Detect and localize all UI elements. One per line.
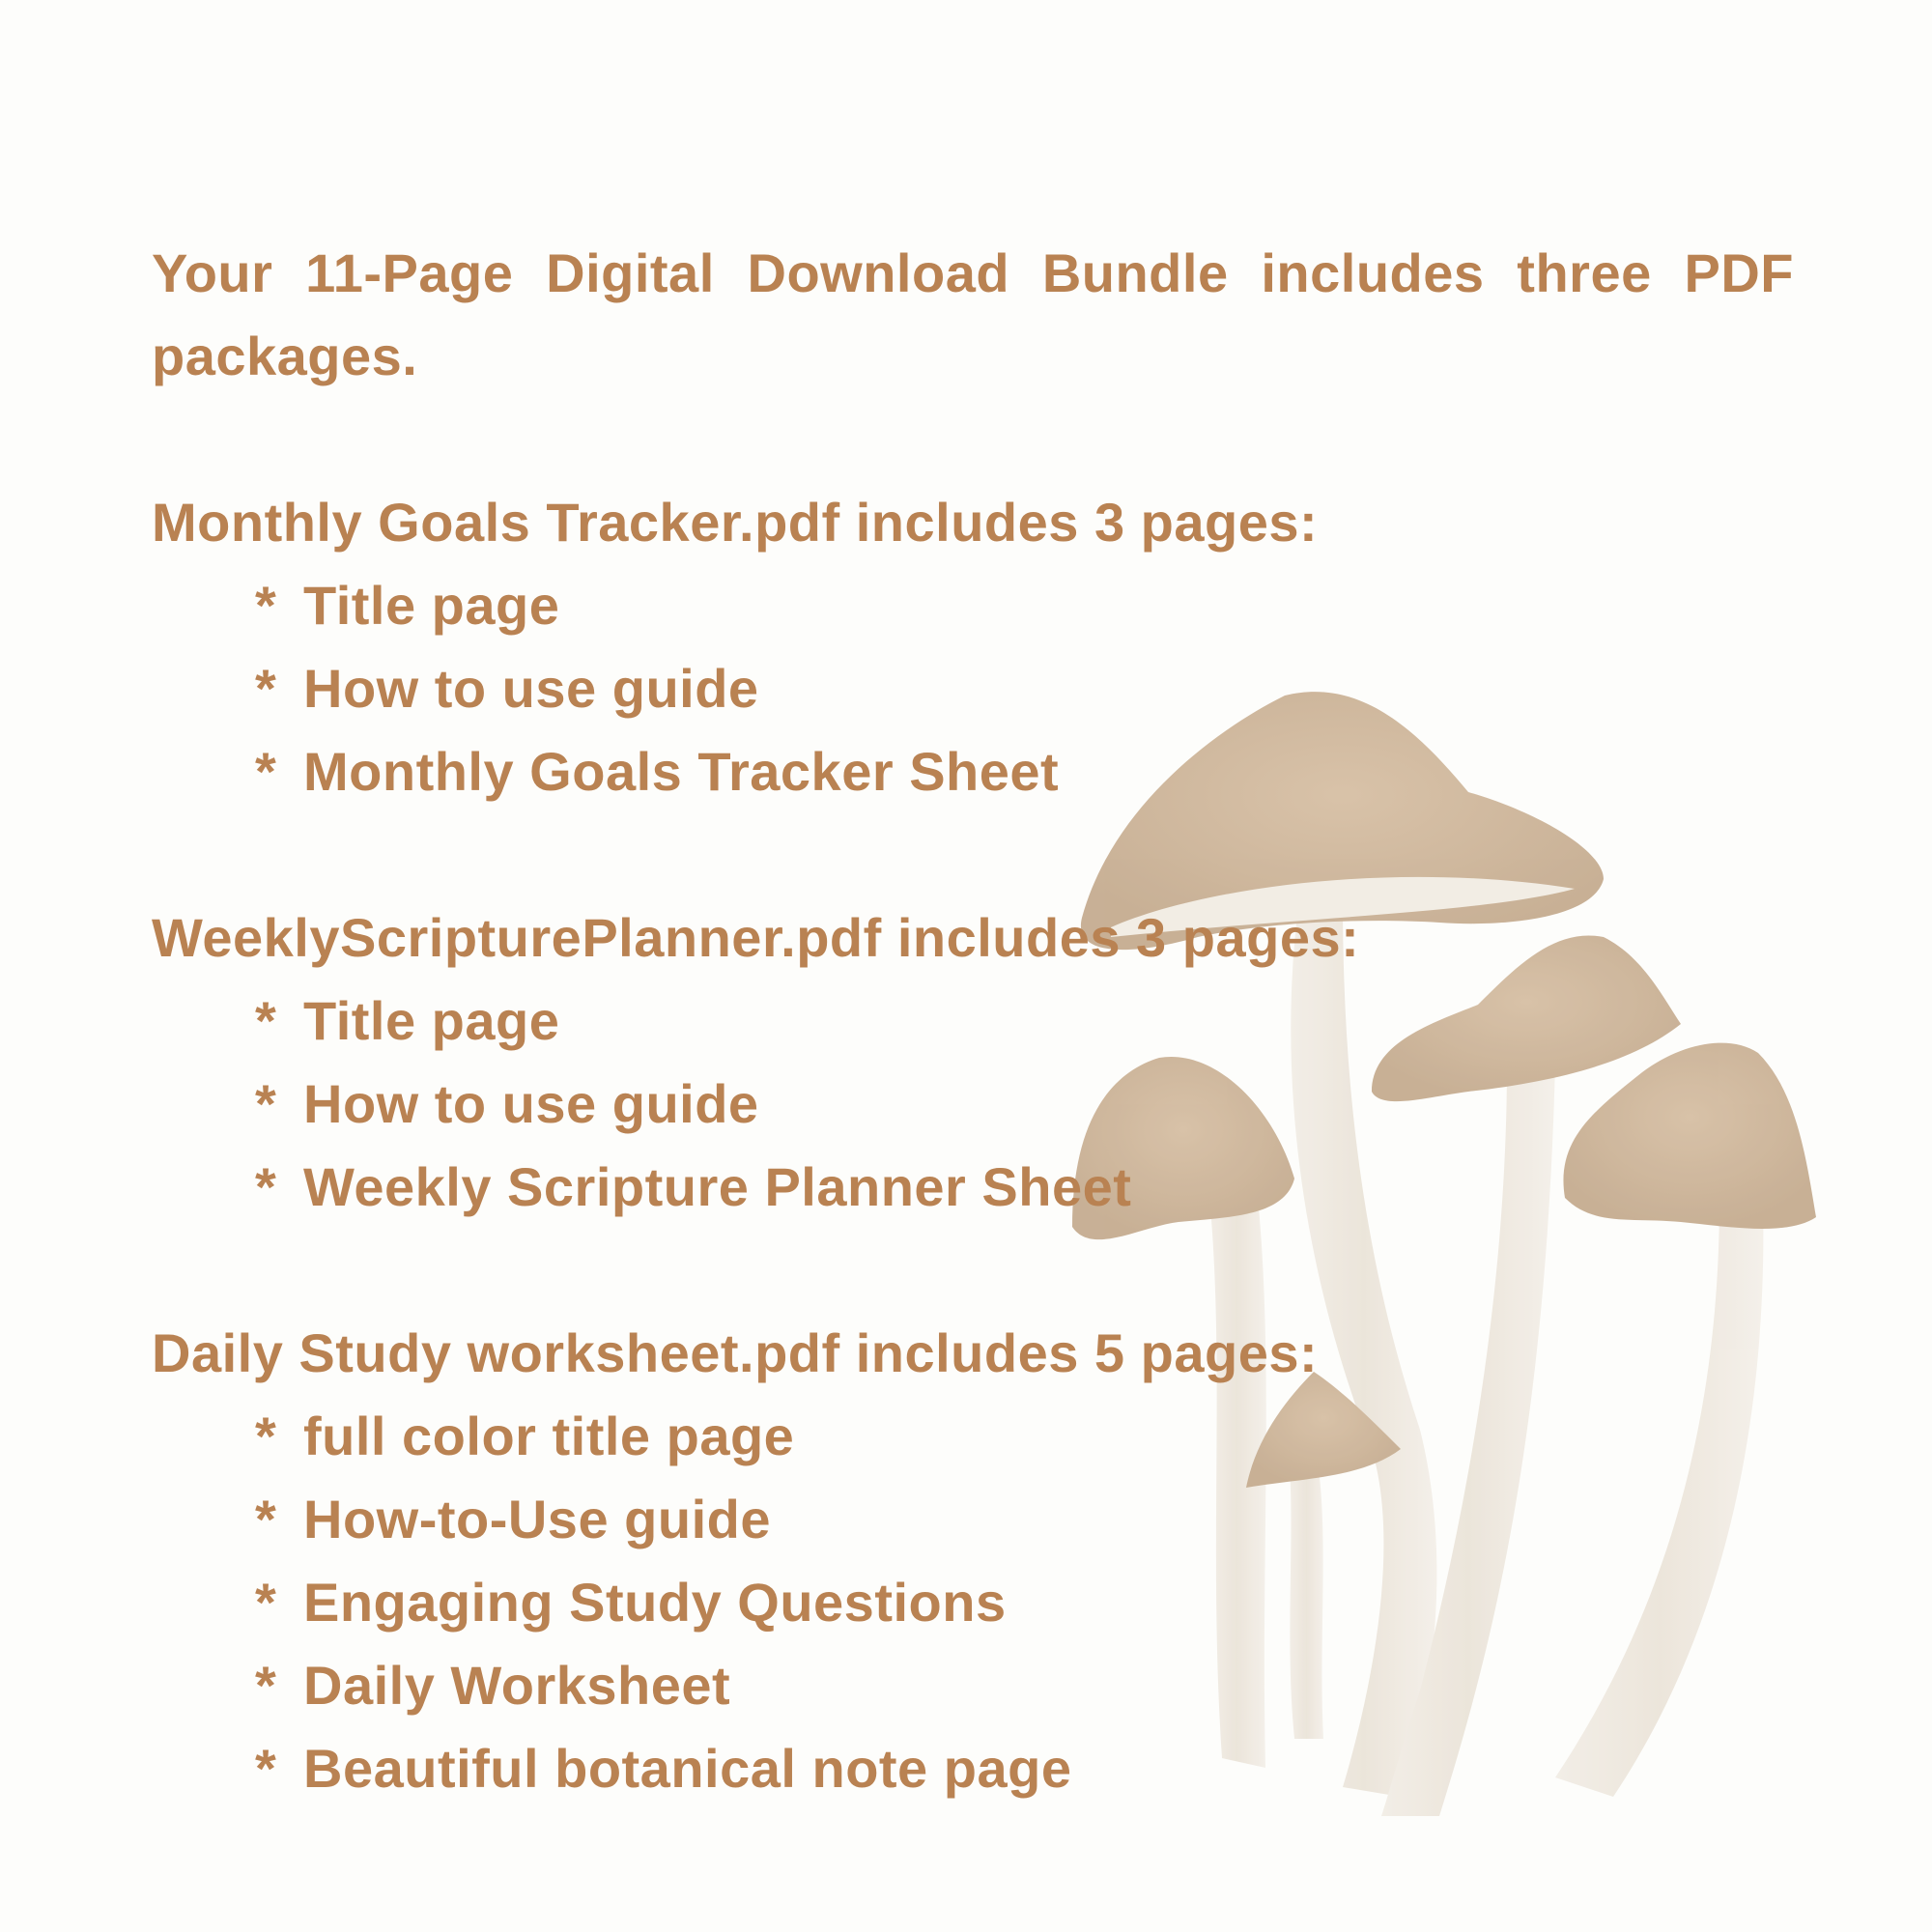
bullet-symbol: * <box>255 1489 277 1549</box>
list-item <box>152 1146 1794 1229</box>
item-label: How-to-Use guide <box>303 1489 771 1549</box>
list-item <box>152 1727 1794 1810</box>
list-item <box>152 1395 1794 1478</box>
section-monthly-goals <box>152 481 1794 813</box>
list-item <box>152 1063 1794 1146</box>
section-heading: WeeklyScripturePlanner.pdf includes 3 pages: <box>152 907 1360 968</box>
list-item <box>152 1644 1794 1727</box>
section-heading: Monthly Goals Tracker.pdf includes 3 pages: <box>152 492 1319 553</box>
item-label: full color title page <box>303 1406 795 1466</box>
section-daily-study <box>152 1312 1794 1810</box>
bullet-symbol: * <box>255 1572 277 1633</box>
list-item <box>152 564 1794 647</box>
item-list <box>152 1395 1794 1810</box>
list-item <box>152 647 1794 730</box>
item-label: Title page <box>303 575 560 636</box>
list-item <box>152 980 1794 1063</box>
bullet-symbol: * <box>255 658 277 719</box>
item-label: Weekly Scripture Planner Sheet <box>303 1156 1132 1217</box>
bullet-symbol: * <box>255 741 277 802</box>
list-item <box>152 730 1794 813</box>
item-label: Title page <box>303 990 560 1051</box>
bullet-symbol: * <box>255 1738 277 1799</box>
list-item <box>152 1478 1794 1561</box>
item-list <box>152 564 1794 813</box>
item-label: Engaging Study Questions <box>303 1572 1007 1633</box>
bundle-description <box>152 232 1794 1893</box>
list-item <box>152 1561 1794 1644</box>
bullet-symbol: * <box>255 1156 277 1217</box>
item-label: Beautiful botanical note page <box>303 1738 1072 1799</box>
bullet-symbol: * <box>255 575 277 636</box>
bullet-symbol: * <box>255 1406 277 1466</box>
section-weekly-scripture <box>152 896 1794 1229</box>
section-heading: Daily Study worksheet.pdf includes 5 pages: <box>152 1322 1319 1383</box>
bullet-symbol: * <box>255 1655 277 1716</box>
bullet-symbol: * <box>255 990 277 1051</box>
intro-paragraph: Your 11-Page Digital Download Bundle includes three PDF packages. <box>152 242 1794 386</box>
item-label: Monthly Goals Tracker Sheet <box>303 741 1060 802</box>
item-label: Daily Worksheet <box>303 1655 731 1716</box>
item-label: How to use guide <box>303 1073 759 1134</box>
item-list <box>152 980 1794 1229</box>
bullet-symbol: * <box>255 1073 277 1134</box>
item-label: How to use guide <box>303 658 759 719</box>
